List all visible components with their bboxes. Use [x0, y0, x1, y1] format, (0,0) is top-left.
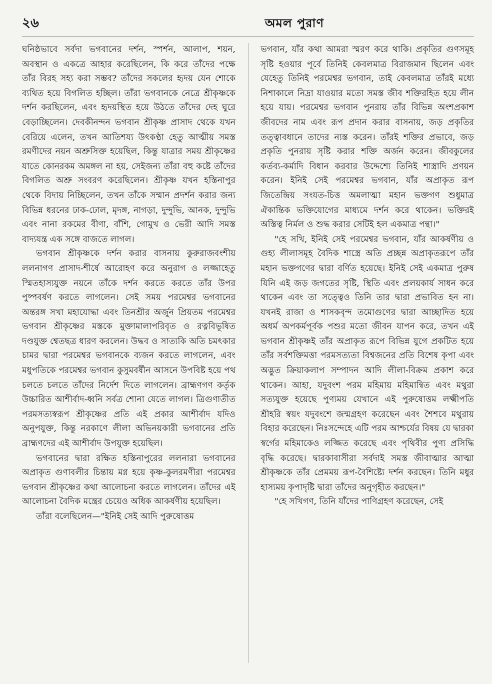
column-divider — [248, 43, 249, 663]
left-column — [22, 43, 236, 663]
paragraph: ভগবান শ্রীকৃষ্ণকে দর্শন করার বাসনায় কুরুরাজবংশীয় ললনাগণ প্রাসাদ-শীর্ষে আরোহণ করে অনুরাগ ও লজ্জাহেতু স্মিতহাস্যযুক্ত নয়নে তাঁকে দর্শন করতে করতে তাঁর উপর পুষ্পবর্ষণ করতে লাগলেন। সেই সময় পরমেশ্বর ভগবানের অন্তরঙ্গ সখা মহাযোদ্ধা এবং তিনশ্রীর অর্জুন প্রিয়তম পরমেশ্বর ভগবান শ্রীকৃষ্ণের মস্তকে মুক্তামালাপরিবৃত ও রত্নবিভূষিত দণ্ডযুক্ত শ্বেতছত্র ধারণ করলেন। উদ্ধব ও সাত্যকি অতি চমৎকার চামর দ্বারা পরমেশ্বর ভগবানকে ব্যজন করতে লাগলেন, এবং মধুপতিকে পরমেশ্বর ভগবান কুসুমবর্ষীন আসনে উপবিষ্ট হয়ে পথ চলতে চলতে তাঁদের নির্দেশ দিতে লাগলেন। ব্রাহ্মণগণ কর্তৃক উচ্চারিত আশীর্বাদ-ধ্বনি সর্বত্র শোনা যেতে লাগল। ত্রিগুণাতীত পরমসত্যস্বরূপ শ্রীকৃষ্ণের প্রতি এই প্রকার আশীর্বাদ যদিও অনুপযুক্ত, কিন্তু নরকাণে লীলা অভিনয়কারী ভগবানের প্রতি ব্রাহ্মণদের এই আশীর্বাদ উপযুক্ত হয়েছিল। — [22, 249, 236, 450]
running-title: অমল পুরাণ — [264, 16, 324, 30]
page-header — [22, 14, 474, 37]
paragraph: ঘনিষ্ঠভাবে সর্বদা ভগবানের দর্শন, স্পর্শন, আলাপ, শয়ন, অবস্থান ও একত্রে আহার করেছিলেন, কি করে তাঁদের পক্ষে তাঁর বিরহ সহ্য করা সম্ভব? তাঁদের সকলের হৃদয় যেন শোকে ব্যথিত হয়ে বিগলিত হচ্ছিল। তাঁরা ভগবানকে নেত্রে শ্রীকৃষ্ণকে দর্শন করছিলেন, এবং হৃদয়স্থিত হয়ে উঠতে তাঁদের দেহ ঘুরে বেড়াচ্ছিলেন। দেবকীনন্দন ভগবান শ্রীকৃষ্ণ প্রাসাদ থেকে যখন বেরিয়ে এলেন, তখন আতিশয্য উৎকণ্ঠা হেতু আত্মীয় সমস্ত রমণীদের নয়ন অশ্রুসিক্ত হয়েছিল, কিন্তু যাত্রার সময় শ্রীকৃষ্ণের যাতে কোনরকম অমঙ্গল না হয়, সেইজন্য তাঁরা বহু কষ্টে তাঁদের বিগলিত অশ্রু সংবরণ করেছিলেন। শ্রীকৃষ্ণ যখন হস্তিনাপুর থেকে বিদায় নিচ্ছিলেন, তখন তাঁকে সম্মান প্রদর্শন করার জন্য বিভিন্ন ধরনের ঢাক-ঢোল, মৃদঙ্গ, নাগড়া, দুন্দুভি, আনক, দুন্দুভি এবং নানা রকমের বীণা, বাঁশি, গোমুখ ও ভেরী আদি সমস্ত বাদ্যযন্ত্র এক সঙ্গে বাজতে লাগল। — [22, 45, 236, 245]
paragraph: ভগবানের দ্বারা রক্ষিত হস্তিনাপুরের ললনারা ভগবানের অপ্রাকৃত গুণাবলীর চিন্তায় মগ্ন হয়ে কৃষ্ণ-কুলরমণীরা পরমেশ্বর ভগবান শ্রীকৃষ্ণের কথা আলোচনা করতে লাগলেন। তাঁদের এই আলোচনা বৈদিক মন্ত্রের চেয়েও অধিক আকর্ষণীয় হয়েছিল। — [22, 453, 236, 508]
paragraph: "হে সখি, ইনিই সেই পরমেশ্বর ভগবান, যাঁর আকর্ষণীয় ও গুহ্য লীলাসমূহ বৈদিক শাস্ত্রে অতি প্রচ্ছন্ন অপ্রাকৃতরূপে তাঁর মহান ভক্তগণের দ্বারা বর্ণিত হয়েছে। ইনিই সেই একমাত্র পুরুষ যিনি এই জড় জগতের সৃষ্টি, স্থিতি এবং প্রলয়কার্য সাধন করে থাকেন এবং তা সত্ত্বেও তিনি তার দ্বারা প্রভাবিত হন না। যখনই রাজা ও শাসকবৃন্দ তমোগুণের দ্বারা আচ্ছাদিত হয়ে অধর্ম অপকর্মপূর্বক পশুর মতো জীবন যাপন করে, তখন এই ভগবান শ্রীকৃষ্ণই তাঁর অপ্রাকৃত রূপে বিভিন্ন যুগে প্রকটিত হয়ে তাঁর সর্বশক্তিমত্তা পরমসত্যতা বিশ্বজনের প্রতি বিশেষ কৃপা এবং অদ্ভুত ক্রিয়াকলাপ সম্পাদন আদি লীলা-বিক্রম প্রকাশ করে থাকেন। আহা, যদুবংশ পরম মহিমায় মহিমান্বিত এবং মথুরা সত্যযুক্ত হয়েছে পুণ্যময় যেখানে এই পুরুষোত্তম লক্ষ্মীপতি শ্রীহরি স্বয়ং যদুবংশে জন্মগ্রহণ করেছেন এবং শৈশবে মথুরায় বিহার করেছেন। নিঃসন্দেহে এটি পরম আশ্চর্যের বিষয় যে দ্বারকা স্বর্গের মহিমাকেও লজ্জিত করেছে এবং পৃথিবীর পুণ্য প্রসিদ্ধি বৃদ্ধি করেছে। দ্বারকাবাসীরা সর্বদাই সমস্ত জীবাত্মার আত্মা শ্রীকৃষ্ণকে তাঁর প্রেমময় রূপ-বৈশিষ্ট্যে দর্শন করছেন। তিনি মধুর হাস্যময় কৃপাদৃষ্টি দ্বারা তাঁদের অনুগৃহীত করছেন।" — [260, 234, 474, 493]
paragraph: তাঁরা বলেছিলেন—"ইনিই সেই আদি পুরুষোত্তম — [36, 512, 195, 522]
text-columns — [22, 43, 474, 663]
paragraph: ভগবান, যাঁর কথা আমরা স্মরণ করে থাকি। প্রকৃতির গুণসমূহ সৃষ্টি হওয়ার পূর্বে তিনিই কেবলমাত্র বিরাজমান ছিলেন এবং যেহেতু তিনিই পরমেশ্বর ভগবান, তাই কেবলমাত্র তাঁরই মধ্যে নিশাকালে নিদ্রা যাওয়ার মতো সমস্ত জীব শক্তিরহিত হয়ে লীন হয়ে যায়। পরমেশ্বর ভগবান পুনরায় তাঁর বিভিন্ন অংশপ্রকাশ জীবদের নাম এবং রূপ প্রদান করার বাসনায়, জড় প্রকৃতির তত্ত্বাবধানে তাদের ন্যস্ত করেন। তাঁরই শক্তির প্রভাবে, জড় প্রকৃতি পুনরায় সৃষ্টি করার শক্তি অর্জন করেন। জীবকুলের কর্তব্য-কর্মাদি বিধান করবার উদ্দেশ্যে তিনিই শাস্ত্রাদি প্রণয়ন করেন। ইনিই সেই পরমেশ্বর ভগবান, যাঁর অপ্রাকৃত রূপ জিতেন্দ্রিয় সংযত-চিত্ত অমলাত্মা মহান ভক্তগণ শুধুমাত্র ঐকান্তিক ভক্তিযোগের মাধ্যমে দর্শন করে থাকেন। ভক্তিরই অস্তিত্ব নির্মল ও শুদ্ধ করার সেটিই হল একমাত্র পন্থা।" — [260, 45, 474, 231]
paragraph: "হে সখিগণ, তিনি যাঁদের পাণিগ্রহণ করেছেন, সেই — [274, 497, 444, 508]
page-number: ২৬ — [22, 16, 39, 31]
right-column — [260, 43, 474, 663]
